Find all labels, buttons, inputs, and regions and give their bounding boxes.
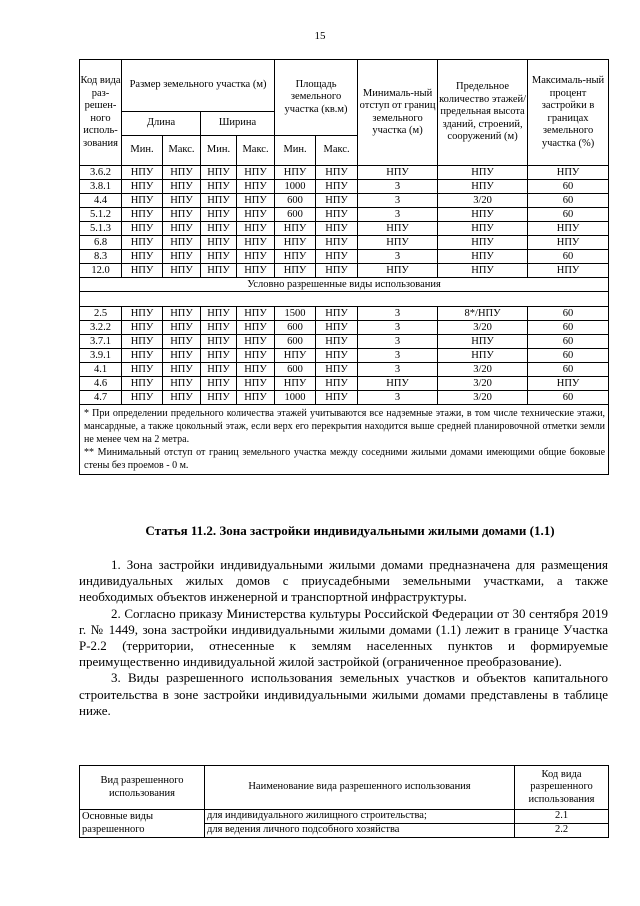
value-cell: НПУ bbox=[122, 307, 163, 321]
value-cell: НПУ bbox=[237, 236, 275, 250]
value-cell: НПУ bbox=[201, 166, 237, 180]
use-code: 2.1 bbox=[515, 810, 609, 824]
table-row bbox=[80, 180, 609, 194]
permitted-uses-table bbox=[79, 765, 609, 838]
group-label-line1: Основные виды bbox=[80, 810, 205, 824]
table-row bbox=[80, 363, 609, 377]
value-cell: НПУ bbox=[316, 377, 358, 391]
use-code-cell: 2.5 bbox=[80, 307, 122, 321]
value-cell: НПУ bbox=[201, 194, 237, 208]
value-cell: НПУ bbox=[163, 349, 201, 363]
value-cell: НПУ bbox=[122, 208, 163, 222]
value-cell: НПУ bbox=[201, 391, 237, 405]
value-cell: НПУ bbox=[438, 166, 528, 180]
value-cell: 3 bbox=[358, 307, 438, 321]
value-cell: НПУ bbox=[163, 222, 201, 236]
header-size: Размер земельного участка (м) bbox=[122, 60, 275, 112]
use-code-cell: 4.1 bbox=[80, 363, 122, 377]
value-cell: НПУ bbox=[201, 236, 237, 250]
value-cell: НПУ bbox=[122, 222, 163, 236]
value-cell: НПУ bbox=[122, 377, 163, 391]
use-code-cell: 4.6 bbox=[80, 377, 122, 391]
value-cell: НПУ bbox=[201, 208, 237, 222]
use-code-cell: 8.3 bbox=[80, 250, 122, 264]
value-cell: НПУ bbox=[237, 222, 275, 236]
use-code-cell: 3.9.1 bbox=[80, 349, 122, 363]
value-cell: 1500 bbox=[275, 307, 316, 321]
value-cell: НПУ bbox=[237, 208, 275, 222]
value-cell: 60 bbox=[528, 335, 609, 349]
value-cell: НПУ bbox=[358, 377, 438, 391]
value-cell: 3 bbox=[358, 250, 438, 264]
value-cell: НПУ bbox=[163, 264, 201, 278]
header-width-min: Мин. bbox=[201, 136, 237, 166]
value-cell: НПУ bbox=[316, 250, 358, 264]
value-cell: НПУ bbox=[163, 208, 201, 222]
header-use-type: Вид разрешенного использования bbox=[80, 766, 205, 810]
note-setback: ** Минимальный отступ от границ земельного участка между соседними жилыми домами имеющими общие боковые стены без проемов - 0 м. bbox=[84, 447, 606, 471]
value-cell: НПУ bbox=[201, 250, 237, 264]
value-cell: 1000 bbox=[275, 180, 316, 194]
value-cell: НПУ bbox=[316, 208, 358, 222]
table-row bbox=[80, 391, 609, 405]
value-cell: 3 bbox=[358, 321, 438, 335]
value-cell: 3 bbox=[358, 363, 438, 377]
value-cell: НПУ bbox=[201, 321, 237, 335]
value-cell: НПУ bbox=[528, 166, 609, 180]
header-length-max: Макс. bbox=[163, 136, 201, 166]
value-cell: 60 bbox=[528, 391, 609, 405]
header-length-min: Мин. bbox=[122, 136, 163, 166]
value-cell: НПУ bbox=[316, 335, 358, 349]
main-rows bbox=[80, 166, 609, 278]
value-cell: НПУ bbox=[438, 264, 528, 278]
value-cell: НПУ bbox=[316, 222, 358, 236]
use-code-cell: 5.1.2 bbox=[80, 208, 122, 222]
value-cell: НПУ bbox=[438, 335, 528, 349]
value-cell: НПУ bbox=[358, 236, 438, 250]
value-cell: НПУ bbox=[316, 391, 358, 405]
value-cell: НПУ bbox=[316, 307, 358, 321]
value-cell: НПУ bbox=[358, 264, 438, 278]
value-cell: НПУ bbox=[122, 335, 163, 349]
page-number: 15 bbox=[314, 30, 326, 42]
use-code-cell: 3.8.1 bbox=[80, 180, 122, 194]
value-cell: НПУ bbox=[316, 194, 358, 208]
use-code-cell: 3.2.2 bbox=[80, 321, 122, 335]
value-cell: НПУ bbox=[122, 321, 163, 335]
header-width-max: Макс. bbox=[237, 136, 275, 166]
use-code-cell: 3.6.2 bbox=[80, 166, 122, 180]
value-cell: НПУ bbox=[201, 377, 237, 391]
value-cell: НПУ bbox=[438, 250, 528, 264]
use-name: для ведения личного подсобного хозяйства bbox=[205, 824, 515, 838]
value-cell: 60 bbox=[528, 349, 609, 363]
value-cell: НПУ bbox=[438, 222, 528, 236]
table-row bbox=[80, 194, 609, 208]
value-cell: НПУ bbox=[237, 194, 275, 208]
article-title: Статья 11.2. Зона застройки индивидуальными жилыми домами (1.1) bbox=[145, 523, 555, 538]
value-cell: НПУ bbox=[528, 264, 609, 278]
value-cell: НПУ bbox=[275, 250, 316, 264]
value-cell: НПУ bbox=[163, 236, 201, 250]
paragraph-3: 3. Виды разрешенного использования земельных участков и объектов капитального строительства в зоне застройки индивидуальными жилыми домами представлены в таблице ниже. bbox=[79, 670, 608, 718]
table-row bbox=[80, 236, 609, 250]
value-cell: НПУ bbox=[316, 363, 358, 377]
value-cell: НПУ bbox=[237, 307, 275, 321]
group-label-line2: разрешенного bbox=[80, 824, 205, 838]
conditional-rows bbox=[80, 307, 609, 405]
value-cell: НПУ bbox=[201, 307, 237, 321]
value-cell: 3/20 bbox=[438, 194, 528, 208]
value-cell: НПУ bbox=[316, 166, 358, 180]
use-name: для индивидуального жилищного строительства; bbox=[205, 810, 515, 824]
value-cell: НПУ bbox=[316, 264, 358, 278]
value-cell: НПУ bbox=[275, 222, 316, 236]
value-cell: НПУ bbox=[316, 236, 358, 250]
value-cell: НПУ bbox=[122, 236, 163, 250]
value-cell: НПУ bbox=[201, 264, 237, 278]
value-cell: 600 bbox=[275, 208, 316, 222]
value-cell: НПУ bbox=[163, 377, 201, 391]
value-cell: НПУ bbox=[163, 391, 201, 405]
value-cell: 600 bbox=[275, 321, 316, 335]
value-cell: 8*/НПУ bbox=[438, 307, 528, 321]
use-code-cell: 5.1.3 bbox=[80, 222, 122, 236]
value-cell: НПУ bbox=[237, 180, 275, 194]
header-use-code: Код вида разрешенного использования bbox=[515, 766, 609, 810]
value-cell: 3 bbox=[358, 335, 438, 349]
value-cell: НПУ bbox=[163, 194, 201, 208]
value-cell: 3/20 bbox=[438, 363, 528, 377]
value-cell: НПУ bbox=[275, 236, 316, 250]
table-row bbox=[80, 222, 609, 236]
value-cell: 3/20 bbox=[438, 321, 528, 335]
article-body bbox=[79, 557, 608, 719]
value-cell: НПУ bbox=[201, 335, 237, 349]
value-cell: НПУ bbox=[122, 194, 163, 208]
value-cell: НПУ bbox=[237, 264, 275, 278]
table-row bbox=[80, 377, 609, 391]
value-cell: НПУ bbox=[122, 391, 163, 405]
value-cell: 600 bbox=[275, 194, 316, 208]
use-code-cell: 4.4 bbox=[80, 194, 122, 208]
value-cell: НПУ bbox=[358, 222, 438, 236]
use-code-cell: 3.7.1 bbox=[80, 335, 122, 349]
table-notes bbox=[80, 405, 609, 475]
value-cell: 1000 bbox=[275, 391, 316, 405]
value-cell: НПУ bbox=[275, 166, 316, 180]
value-cell: НПУ bbox=[275, 377, 316, 391]
value-cell: НПУ bbox=[237, 250, 275, 264]
value-cell: 60 bbox=[528, 363, 609, 377]
value-cell: НПУ bbox=[163, 250, 201, 264]
value-cell: НПУ bbox=[122, 250, 163, 264]
value-cell: НПУ bbox=[122, 180, 163, 194]
paragraph-1: 1. Зона застройки индивидуальными жилыми домами предназначена для размещения индивидуальных жилых домов с приусадебными земельными участками, а также необходимых объектов инженерной и транспортной инфраструктуры. bbox=[79, 557, 608, 605]
value-cell: НПУ bbox=[237, 377, 275, 391]
use-code-cell: 4.7 bbox=[80, 391, 122, 405]
value-cell: НПУ bbox=[438, 180, 528, 194]
value-cell: НПУ bbox=[275, 349, 316, 363]
header-area-min: Мин. bbox=[275, 136, 316, 166]
header-use-name: Наименование вида разрешенного использования bbox=[205, 766, 515, 810]
value-cell: НПУ bbox=[163, 307, 201, 321]
table-row bbox=[80, 349, 609, 363]
value-cell: НПУ bbox=[528, 236, 609, 250]
value-cell: НПУ bbox=[163, 166, 201, 180]
value-cell: НПУ bbox=[316, 349, 358, 363]
table-row bbox=[80, 335, 609, 349]
value-cell: НПУ bbox=[316, 180, 358, 194]
value-cell: НПУ bbox=[201, 349, 237, 363]
table-row bbox=[80, 208, 609, 222]
value-cell: НПУ bbox=[528, 222, 609, 236]
use-code-cell: 6.8 bbox=[80, 236, 122, 250]
value-cell: НПУ bbox=[201, 222, 237, 236]
header-width: Ширина bbox=[201, 112, 275, 136]
header-coverage: Максималь-ный процент застройки в границах земельного участка (%) bbox=[528, 60, 609, 166]
value-cell: НПУ bbox=[163, 180, 201, 194]
value-cell: НПУ bbox=[201, 180, 237, 194]
value-cell: НПУ bbox=[163, 363, 201, 377]
value-cell: НПУ bbox=[122, 349, 163, 363]
value-cell: НПУ bbox=[237, 321, 275, 335]
value-cell: 600 bbox=[275, 363, 316, 377]
value-cell: 3/20 bbox=[438, 377, 528, 391]
value-cell: НПУ bbox=[122, 363, 163, 377]
value-cell: 60 bbox=[528, 250, 609, 264]
header-area-max: Макс. bbox=[316, 136, 358, 166]
value-cell: НПУ bbox=[163, 335, 201, 349]
value-cell: 60 bbox=[528, 321, 609, 335]
value-cell: 3 bbox=[358, 180, 438, 194]
value-cell: 60 bbox=[528, 194, 609, 208]
value-cell: НПУ bbox=[237, 391, 275, 405]
use-code: 2.2 bbox=[515, 824, 609, 838]
value-cell: НПУ bbox=[163, 321, 201, 335]
value-cell: НПУ bbox=[358, 166, 438, 180]
header-setback: Минималь-ный отступ от границ земельного участка (м) bbox=[358, 60, 438, 166]
blank-row bbox=[80, 292, 609, 307]
value-cell: НПУ bbox=[237, 335, 275, 349]
value-cell: 60 bbox=[528, 180, 609, 194]
paragraph-2: 2. Согласно приказу Министерства культуры Российской Федерации от 30 сентября 2019 г. № 1449, зона застройки индивидуальными жилыми домами (1.1) лежит в границе Участка Р-2.2 (территории, отнесенные к землям населенных пунктов и формируемые преимущественно индивидуальной жилой застройкой (ограниченное преобразование). bbox=[79, 605, 608, 670]
note-floors: * При определении предельного количества этажей учитываются все надземные этажи, в том числе технические этажи, мансардные, а также цокольный этаж, если верх его перекрытия находится выше средней планировочной отметки земли не менее чем на 2 метра. bbox=[84, 408, 606, 445]
conditional-uses-label: Условно разрешенные виды использования bbox=[80, 278, 609, 292]
value-cell: НПУ bbox=[528, 377, 609, 391]
value-cell: 3 bbox=[358, 208, 438, 222]
table-row bbox=[80, 250, 609, 264]
value-cell: 600 bbox=[275, 335, 316, 349]
value-cell: 3/20 bbox=[438, 391, 528, 405]
value-cell: НПУ bbox=[122, 264, 163, 278]
header-code: Код вида раз-решен-ного исполь-зования bbox=[80, 60, 122, 166]
value-cell: 3 bbox=[358, 391, 438, 405]
value-cell: НПУ bbox=[316, 321, 358, 335]
value-cell: 60 bbox=[528, 307, 609, 321]
table-row bbox=[80, 307, 609, 321]
zone-parameters-table bbox=[79, 59, 609, 475]
header-floors: Предельное количество этажей/ предельная высота зданий, строений, сооружений (м) bbox=[438, 60, 528, 166]
value-cell: НПУ bbox=[201, 363, 237, 377]
value-cell: НПУ bbox=[438, 208, 528, 222]
header-area: Площадь земельного участка (кв.м) bbox=[275, 60, 358, 136]
value-cell: НПУ bbox=[237, 363, 275, 377]
value-cell: 3 bbox=[358, 349, 438, 363]
use-code-cell: 12.0 bbox=[80, 264, 122, 278]
value-cell: НПУ bbox=[438, 349, 528, 363]
table-row bbox=[80, 321, 609, 335]
value-cell: НПУ bbox=[122, 166, 163, 180]
table-row bbox=[80, 264, 609, 278]
value-cell: 3 bbox=[358, 194, 438, 208]
table-row bbox=[80, 166, 609, 180]
value-cell: НПУ bbox=[438, 236, 528, 250]
value-cell: НПУ bbox=[237, 349, 275, 363]
value-cell: 60 bbox=[528, 208, 609, 222]
value-cell: НПУ bbox=[275, 264, 316, 278]
header-length: Длина bbox=[122, 112, 201, 136]
value-cell: НПУ bbox=[237, 166, 275, 180]
